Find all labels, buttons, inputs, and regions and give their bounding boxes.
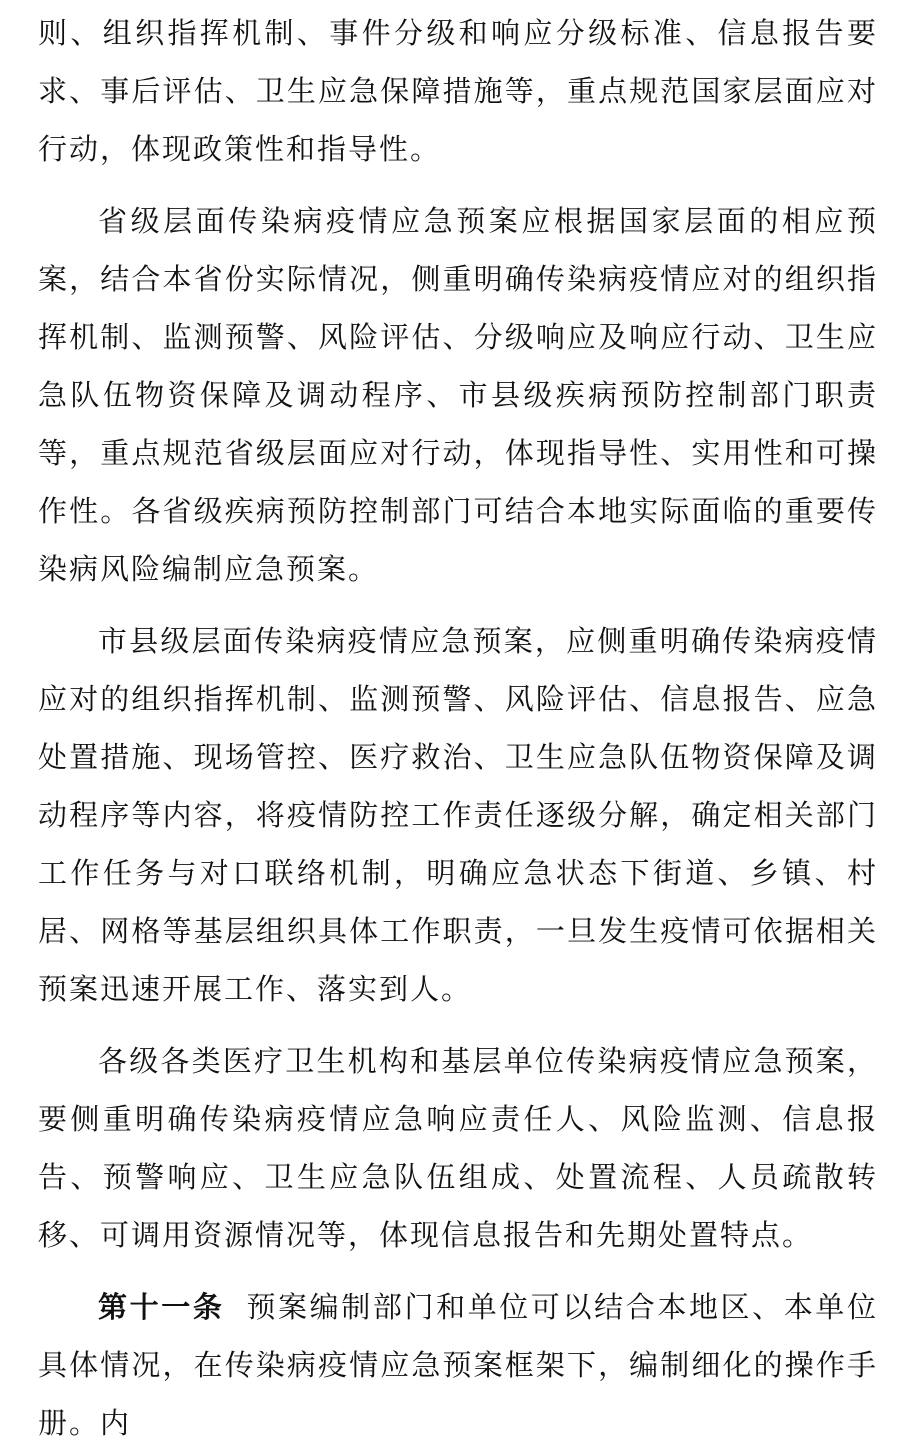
paragraph-text: 省级层面传染病疫情应急预案应根据国家层面的相应预案，结合本省份实际情况，侧重明确传染病疫情应对的组织指挥机制、监测预警、风险评估、分级响应及响应行动、卫生应急队伍物资保障及调动程序、市县级疾病预防控制部门职责等，重点规范省级层面应对行动，体现指导性、实用性和可操作性。各省级疾病预防控制部门可结合本地实际面临的重要传染病风险编制应急预案。	[38, 204, 878, 586]
paragraph-text: 则、组织指挥机制、事件分级和响应分级标准、信息报告要求、事后评估、卫生应急保障措施等，重点规范国家层面应对行动，体现政策性和指导性。	[38, 16, 878, 166]
paragraph-text: 市县级层面传染病疫情应急预案，应侧重明确传染病疫情应对的组织指挥机制、监测预警、风险评估、信息报告、应急处置措施、现场管控、医疗救治、卫生应急队伍物资保障及调动程序等内容，将疫情防控工作责任逐级分解，确定相关部门工作任务与对口联络机制，明确应急状态下街道、乡镇、村居、网格等基层组织具体工作职责，一旦发生疫情可依据相关预案迅速开展工作、落实到人。	[38, 624, 878, 1006]
paragraph-medical-institutions	[38, 1032, 878, 1264]
article-heading: 第十一条	[98, 1290, 225, 1324]
article-eleven	[38, 1278, 878, 1452]
paragraph-city-county	[38, 612, 878, 1018]
paragraph-text: 预案编制部门和单位可以结合本地区、本单位具体情况，在传染病疫情应急预案框架下，编制细化的操作手册。内	[38, 1290, 878, 1440]
paragraph-provincial	[38, 192, 878, 598]
paragraph-national-continued	[38, 4, 878, 178]
document-page	[0, 4, 912, 1440]
paragraph-text: 各级各类医疗卫生机构和基层单位传染病疫情应急预案，要侧重明确传染病疫情应急响应责任人、风险监测、信息报告、预警响应、卫生应急队伍组成、处置流程、人员疏散转移、可调用资源情况等，体现信息报告和先期处置特点。	[38, 1044, 878, 1252]
